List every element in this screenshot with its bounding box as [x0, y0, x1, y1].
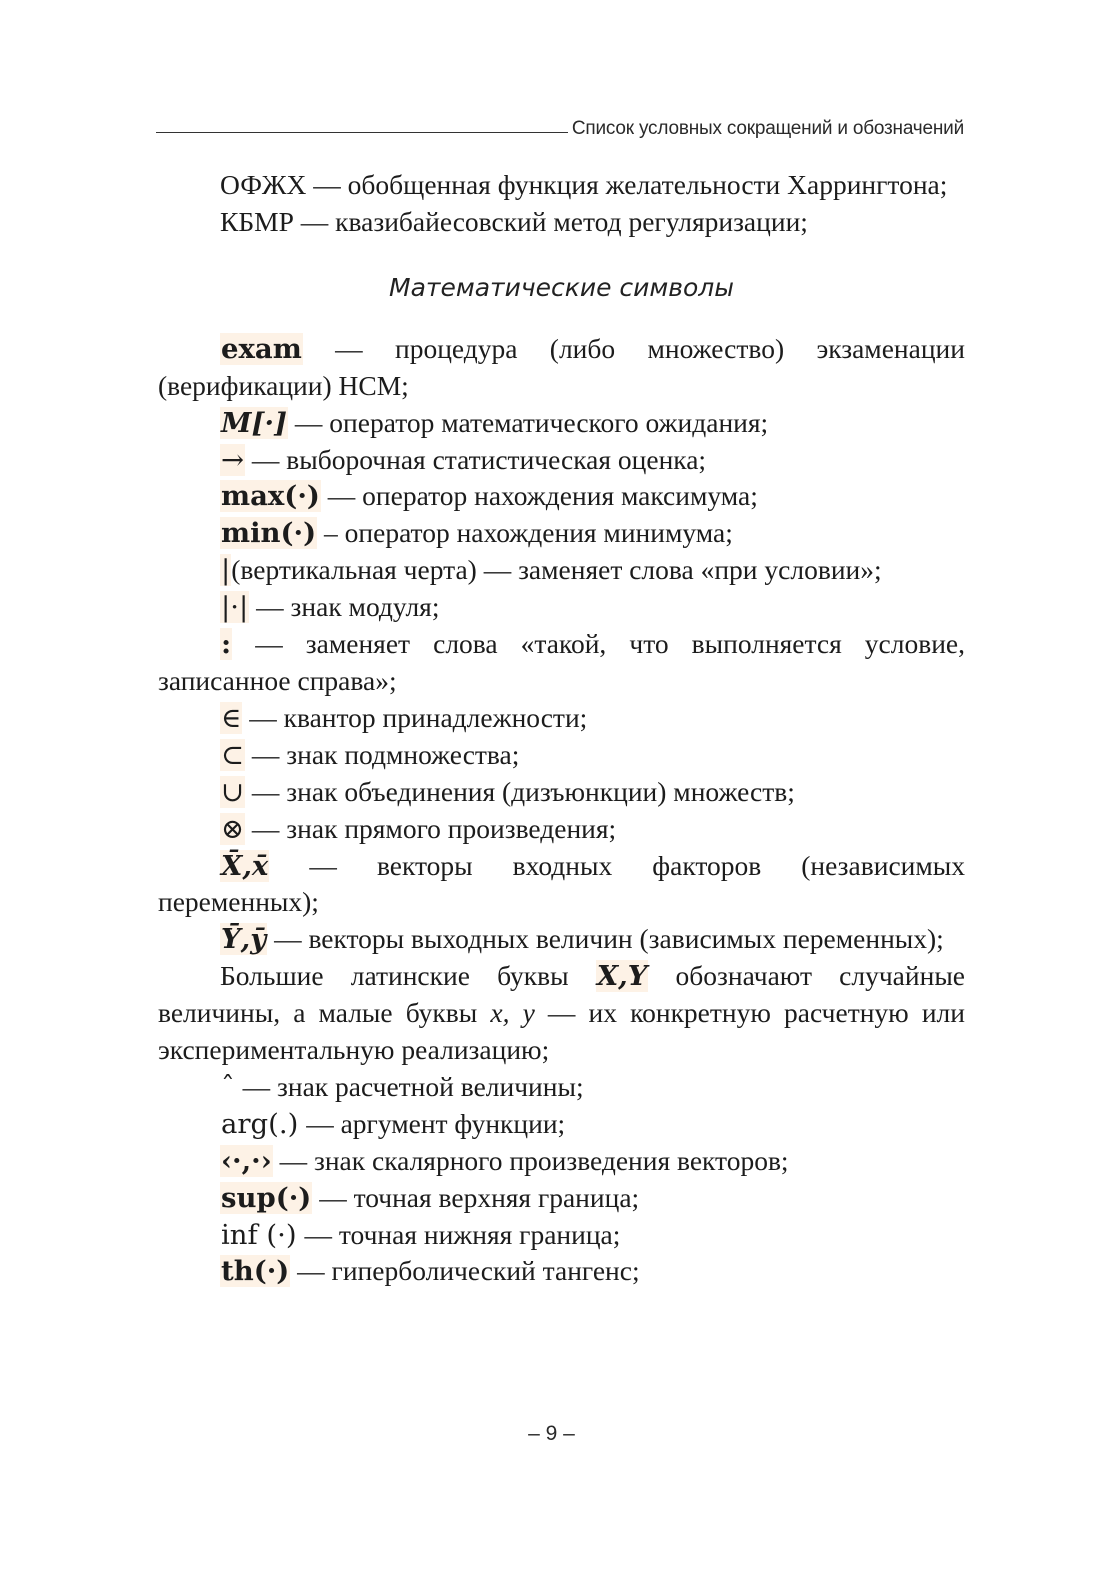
subset-icon: ⊂ [221, 738, 245, 771]
abbreviation-definition: квазибайесовский метод регуляризации; [335, 205, 808, 237]
angle-brackets-icon: ‹·,·› [221, 1144, 272, 1177]
symbol: arg(.) [221, 1107, 299, 1140]
symbol-definition: заменяет слова «такой, что выполняется условие, записанное справа»; [158, 628, 965, 696]
symbol-definition: аргумент функции; [340, 1107, 566, 1139]
symbol: min(·) [221, 517, 317, 550]
symbol-entry: ˆ — знак расчетной величины; [221, 1070, 584, 1103]
symbol-entry: ∪ — знак объединения (дизъюнкции) множеств; [221, 775, 795, 808]
header-rule [156, 132, 568, 133]
symbol-definition: точная верхняя граница; [353, 1181, 640, 1213]
symbol-entry: ⊂ — знак подмножества; [221, 738, 520, 771]
element-of-icon: ∈ [221, 701, 242, 734]
abbreviation-entry: ОФЖХ — обобщенная функция желательности Харрингтона; [220, 169, 948, 200]
symbol-definition: процедура (либо множество) экзаменации (верификации) НСМ; [158, 332, 965, 401]
modulus-icon: |·| [221, 591, 249, 624]
symbol-definition: гиперболический тангенс; [331, 1255, 640, 1287]
symbol-entry: X̄,x̄ — векторы входных факторов (независимых переменных); [158, 849, 966, 918]
symbol-definition: знак расчетной величины; [277, 1070, 584, 1102]
colon-icon: : [221, 628, 232, 661]
symbol-entry: th(·) — гиперболический тангенс; [221, 1255, 640, 1288]
symbol-definition: знак подмножества; [286, 738, 520, 770]
symbol-entry: inf (·) — точная нижняя граница; [221, 1218, 621, 1251]
symbol: max(·) [221, 480, 320, 513]
symbol: M[·] [221, 406, 288, 439]
symbol-definition: знак модуля; [290, 591, 440, 623]
symbol-entry: exam — процедура (либо множество) экзаменации (верификации) НСМ; [158, 332, 965, 401]
abbreviation-term: ОФЖХ [220, 169, 307, 200]
symbol-definition: квантор принадлежности; [283, 701, 588, 733]
symbol: X,Y [596, 960, 648, 993]
arrow-icon: → [221, 443, 245, 476]
abbreviation-entry: КБМР — квазибайесовский метод регуляризации; [220, 205, 808, 237]
symbol-definition: знак скалярного произведения векторов; [313, 1144, 789, 1176]
union-icon: ∪ [221, 775, 245, 808]
symbol-definition: знак прямого произведения; [286, 812, 617, 844]
symbol-entry: Ȳ,ȳ — векторы выходных величин (зависимых переменных); [221, 923, 944, 956]
symbol: Ȳ,ȳ [221, 923, 267, 956]
body-text [158, 167, 965, 1290]
latin-letters-note: Большие латинские буквы X,Y обозначают случайные величины, а малые буквы x, y — их конкретную расчетную или экспериментальную реализацию; [158, 960, 965, 1066]
hat-icon: ˆ [221, 1070, 235, 1103]
running-head-title: Список условных сокращений и обозначений [571, 118, 964, 139]
symbol-entry: ⊗ — знак прямого произведения; [221, 812, 617, 845]
symbol-definition: векторы входных факторов (независимых переменных); [158, 849, 966, 918]
symbol-definition: знак объединения (дизъюнкции) множеств; [286, 775, 795, 807]
symbol-entry: M[·] — оператор математического ожидания; [221, 406, 769, 439]
symbol-definition: точная нижняя граница; [338, 1218, 621, 1250]
symbol-entry: |·| — знак модуля; [221, 591, 440, 624]
symbol: X̄,x̄ [221, 849, 269, 882]
symbol-entry: min(·) – оператор нахождения минимума; [221, 517, 733, 550]
section-heading: Математические символы [389, 272, 734, 302]
symbol-entry: : — заменяет слова «такой, что выполняется условие, записанное справа»; [158, 628, 965, 696]
symbol: exam [221, 332, 302, 365]
symbol: th(·) [221, 1255, 290, 1288]
vertical-bar-icon: | [221, 554, 231, 587]
running-head [156, 118, 964, 144]
symbol: inf (·) [221, 1218, 297, 1251]
symbol-entry: → — выборочная статистическая оценка; [221, 443, 707, 476]
symbol-definition: оператор нахождения максимума; [362, 480, 758, 512]
symbol-entry: max(·) — оператор нахождения максимума; [221, 480, 758, 513]
symbol: x, y [490, 997, 535, 1029]
symbol: sup(·) [221, 1181, 312, 1214]
symbol-definition: выборочная статистическая оценка; [286, 443, 707, 475]
abbreviation-term: КБМР [220, 205, 294, 237]
symbol-entry: sup(·) — точная верхняя граница; [221, 1181, 640, 1214]
symbol-entry: arg(.) — аргумент функции; [221, 1107, 566, 1140]
symbol-definition: оператор математического ожидания; [329, 406, 769, 438]
symbol-definition: оператор нахождения минимума; [344, 517, 733, 549]
page-number: – 9 – [528, 1422, 575, 1445]
symbol-definition: (вертикальная черта) — заменяет слова «при условии»; [231, 554, 882, 586]
symbol-entry: ‹·,·› — знак скалярного произведения векторов; [221, 1144, 789, 1177]
symbol-entry: ∈ — квантор принадлежности; [221, 701, 588, 734]
abbreviation-definition: обобщенная функция желательности Харрингтона; [347, 169, 948, 200]
symbol-entry [158, 552, 965, 589]
tensor-product-icon: ⊗ [221, 812, 245, 845]
symbol-definition: векторы выходных величин (зависимых переменных); [308, 923, 944, 955]
